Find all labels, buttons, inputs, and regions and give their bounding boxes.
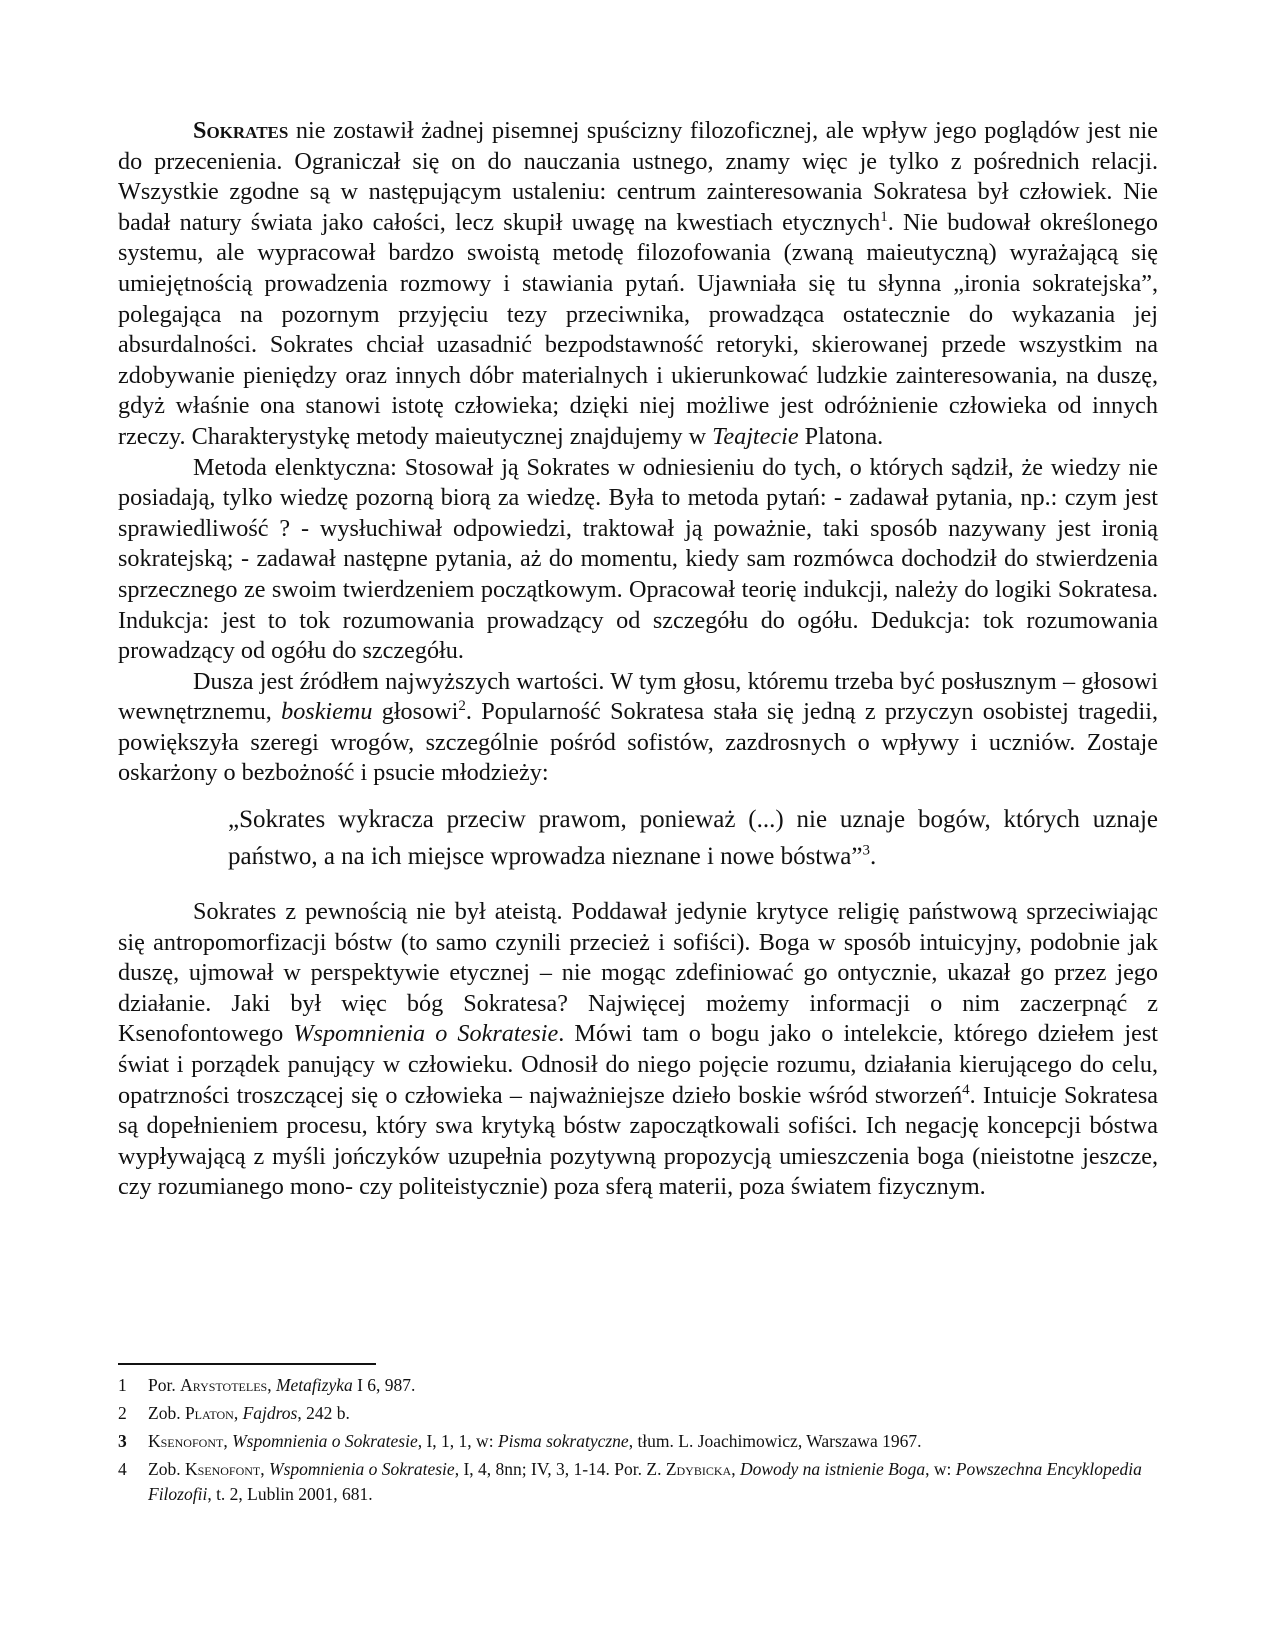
footnote-2: 2 Zob. Platon, Fajdros, 242 b. <box>118 1401 1158 1426</box>
title-wspomnienia: Wspomnienia o Sokratesie <box>293 1020 559 1048</box>
footnote-4: 4 Zob. Ksenofont, Wspomnienia o Sokratesie, I, 4, 8nn; IV, 3, 1-14. Por. Z. Zdybicka, Dowody na istnienie Boga, w: Powszechna Encyklopedia Filozofii, t. 2, Lublin 2001, 681. <box>118 1459 1142 1504</box>
name-sokrates: Sokrates <box>193 117 289 144</box>
footnote-number: 1 <box>118 1375 127 1395</box>
paragraph-4: Sokrates z pewnością nie był ateistą. Poddawał jedynie krytyce religię państwową sprzeciwiając się antropomorfizacji bóstw (to samo czynili przecież i sofiści). Boga w sposób intuicyjny, podobnie jak duszę, ujmował w perspektywie etycznej – nie mogąc zdefiniować go ontycznie, ukazał go przez jego działanie. Jaki był więc bóg Sokratesa? Najwięcej możemy informacji o nim zaczerpnąć z Ksenofontowego Wspomnienia o Sokratesie. Mówi tam o bogu jako o intelekcie, którego dziełem jest świat i porządek panujący w człowieku. Odnosił do niego pojęcie rozumu, działania kierującego do celu, opatrzności troszczącej się o człowieka – najważniejsze dzieło boskie wśród stworzeń$^4$. Intuicje Sokratesa są dopełnieniem procesu, który swa krytyką bóstw zapoczątkowali sofiści. Ich negację koncepcji bóstwa wypływającą z myśli jończyków uzupełnia pozytywną propozycją umieszczenia boga (nieistotne jeszcze, czy rozumianego mono- czy politeistycznie) poza sferą materii, poza światem fizycznym. <box>118 898 1158 1201</box>
footnote-separator <box>118 1363 376 1365</box>
title-teajtet: Teajtecie <box>712 422 799 450</box>
document-body <box>118 116 1158 1203</box>
footnote-number: 4 <box>118 1459 127 1479</box>
paragraph-2: Metoda elenktyczna: Stosował ją Sokrates w odniesieniu do tych, o których sądził, że wiedzy nie posiadają, tylko wiedzę pozorną biorą za wiedzę. Była to metoda pytań: - zadawał pytania, np.: czym jest sprawiedliwość ? - wysłuchiwał odpowiedzi, traktował ją poważnie, taki sposób nazywany jest ironią sokratejską; - zadawał następne pytania, aż do momentu, kiedy sam rozmówca dochodził do stwierdzenia sprzecznego ze swoim twierdzeniem początkowym. Opracował teorię indukcji, należy do logiki Sokratesa. Indukcja: jest to tok rozumowania prowadzący od szczegółu do ogółu. Dedukcja: tok rozumowania prowadzący od ogółu do szczegółu. <box>118 453 1158 665</box>
footnote-ref-3[interactable]: 3 <box>862 842 870 859</box>
footnote-ref-1[interactable]: 1 <box>880 208 888 225</box>
block-quote: „Sokrates wykracza przeciw prawom, ponieważ (...) nie uznaje bogów, których uznaje państwo, a na ich miejsce wprowadza nieznane i nowe bóstwa”$^3$. <box>228 806 1158 871</box>
paragraph-1: Sokrates nie zostawił żadnej pisemnej spuścizny filozoficznej, ale wpływ jego poglądów jest nie do przecenienia. Ograniczał się on do nauczania ustnego, znamy więc je tylko z pośrednich relacji. Wszystkie zgodne są w następującym ustaleniu: centrum zainteresowania Sokratesa był człowiek. Nie badał natury świata jako całości, lecz skupił uwagę na kwestiach etycznych$^1$. Nie budował określonego systemu, ale wypracował bardzo swoistą metodę filozofowania (zwaną maieutyczną) wyrażającą się umiejętnością prowadzenia rozmowy i stawiania pytań. Ujawniała się tu słynna „ironia sokratejska”, polegająca na pozornym przyjęciu tezy przeciwnika, prowadząca ostatecznie do wykazania jej absurdalności. Sokrates chciał uzasadnić bezpodstawność retoryki, skierowanej przede wszystkim na zdobywanie pieniędzy oraz innych dóbr materialnych i ukierunkować ludzkie zainteresowania, na duszę, gdyż właśnie ona stanowi istotę człowieka; dzięki niej możliwe jest odróżnienie człowieka od innych rzeczy. Charakterystykę metody maieutycznej znajdujemy w Teajtecie Platona. <box>118 117 1158 450</box>
footnote-ref-2[interactable]: 2 <box>458 698 466 715</box>
paragraph-3: Dusza jest źródłem najwyższych wartości. W tym głosu, któremu trzeba być posłusznym – głosowi wewnętrznemu, boskiemu głosowi$^2$. Popularność Sokratesa stała się jedną z przyczyn osobistej tragedii, powiększyła szeregi wrogów, szczególnie pośród sofistów, zazdrosnych o wpływy i uczniów. Zostaje oskarżony o bezbożność i psucie młodzieży: <box>118 667 1159 787</box>
footnotes <box>118 1373 1158 1510</box>
footnote-ref-4[interactable]: 4 <box>962 1081 970 1098</box>
footnote-3: 3 Ksenofont, Wspomnienia o Sokratesie, I, 1, 1, w: Pisma sokratyczne, tłum. L. Joachimowicz, Warszawa 1967. <box>118 1429 1158 1454</box>
footnote-1: 1 Por. Arystoteles, Metafizyka I 6, 987. <box>118 1373 1158 1398</box>
footnote-number: 2 <box>118 1403 127 1423</box>
footnote-number: 3 <box>118 1431 127 1451</box>
